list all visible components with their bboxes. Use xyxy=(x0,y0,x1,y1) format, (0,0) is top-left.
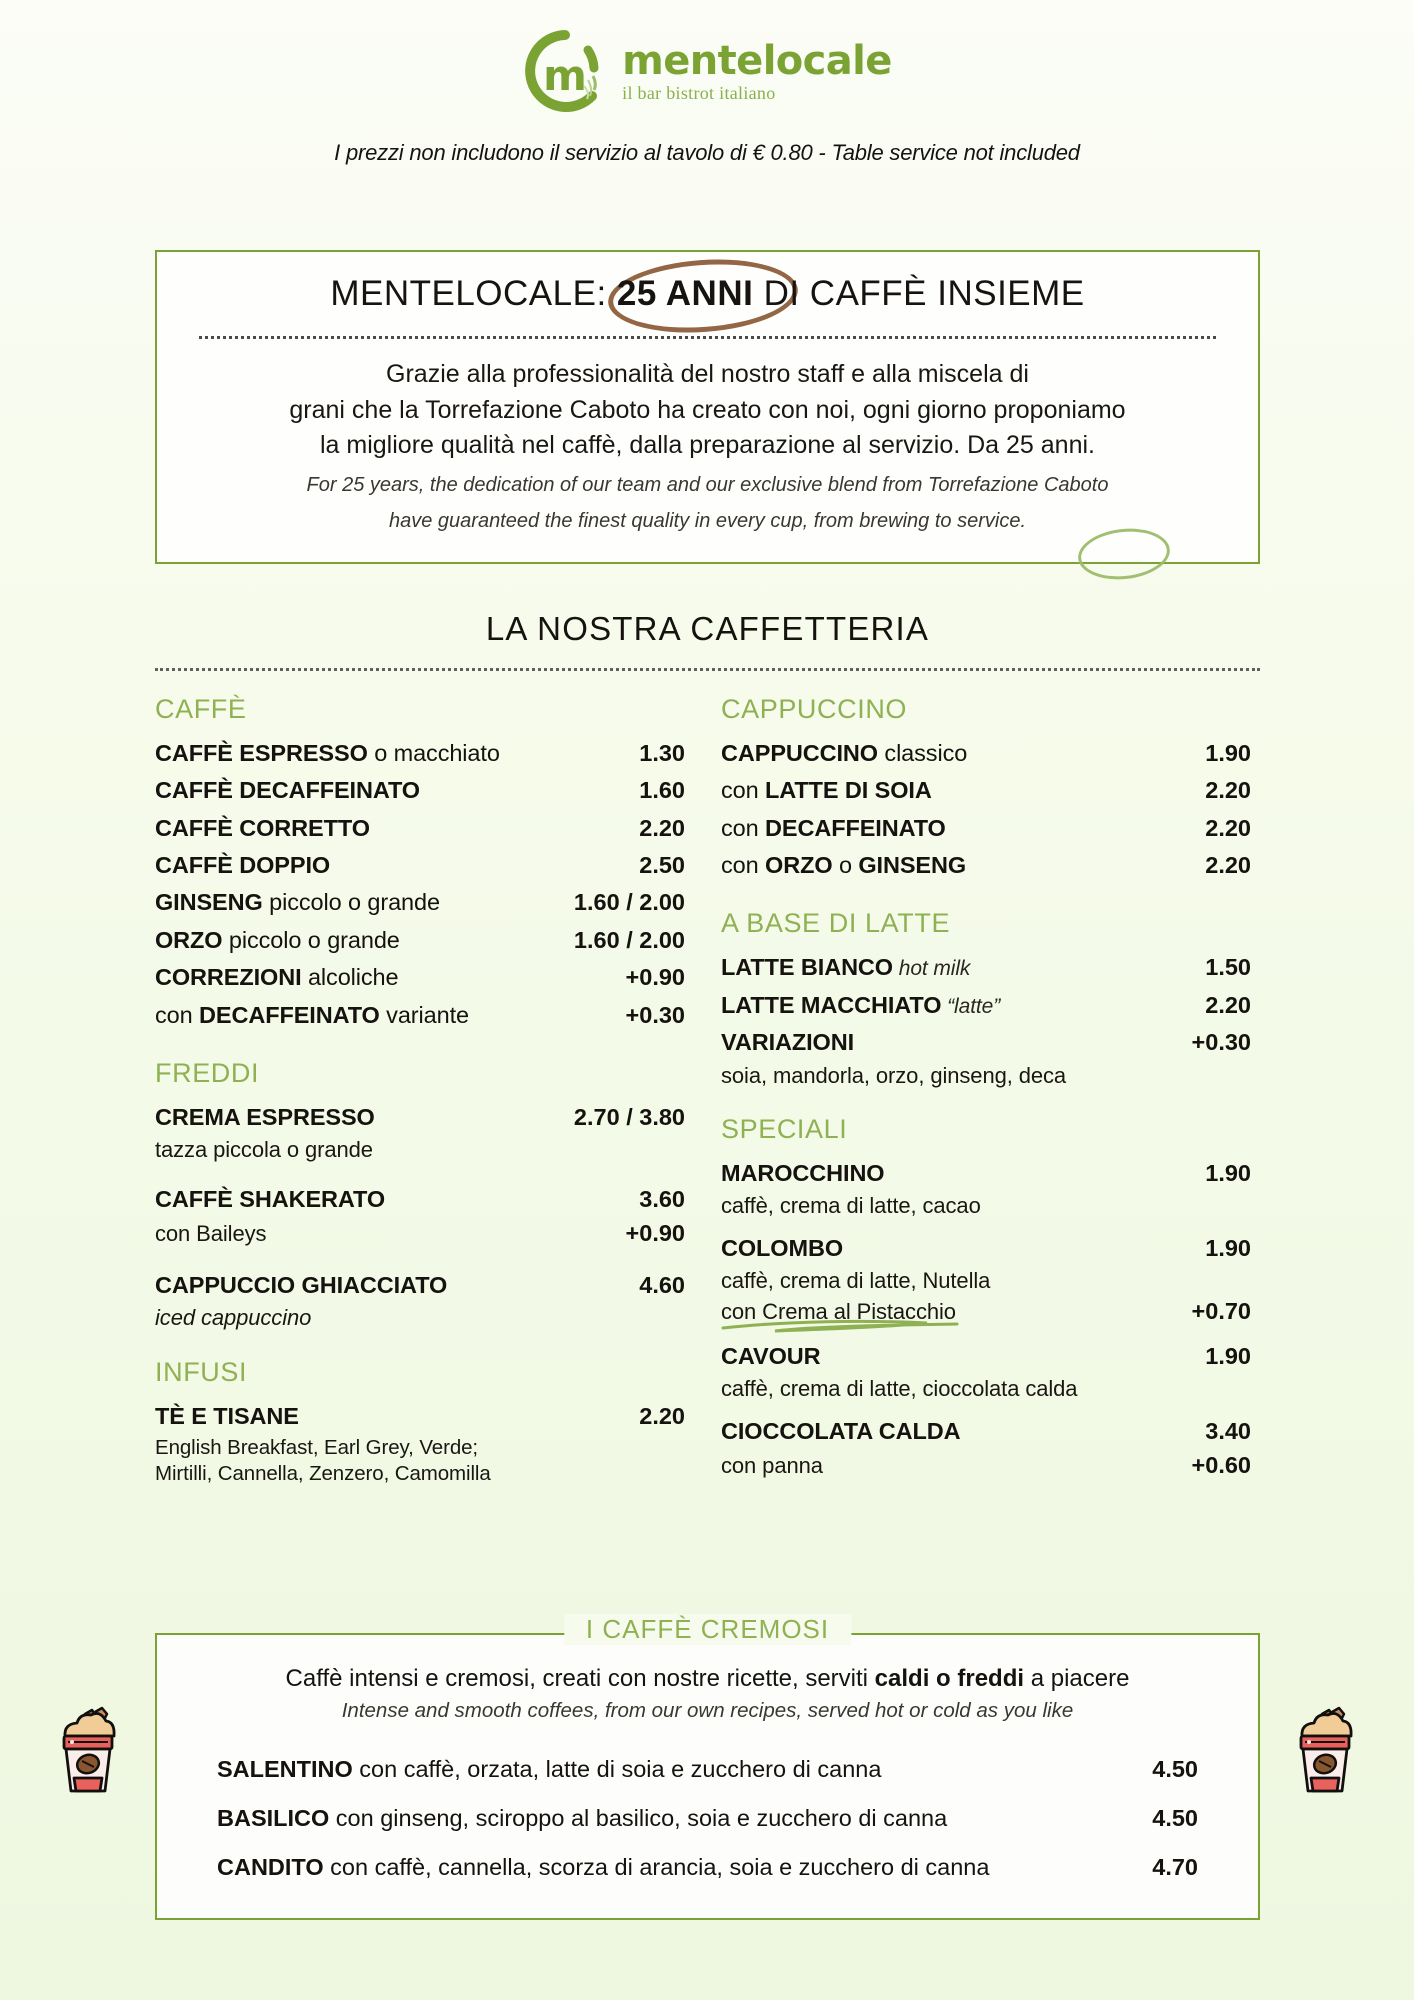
item-name: VARIAZIONI xyxy=(721,1029,855,1056)
item-name: CAFFÈ SHAKERATO xyxy=(155,1185,386,1212)
anniversary-title-highlight: 25 ANNI xyxy=(616,274,754,313)
item-name: CAFFÈ ESPRESSO xyxy=(155,740,368,766)
item-name: MAROCCHINO xyxy=(721,1160,885,1187)
item-description-addon: con Crema al Pistacchio xyxy=(721,1299,956,1325)
item-name: BASILICO xyxy=(217,1805,330,1831)
item-description: con caffè, orzata, latte di soia e zucchero di canna xyxy=(352,1756,882,1782)
item-name: COLOMBO xyxy=(721,1235,844,1262)
caffetteria-heading-wrap xyxy=(155,610,1260,648)
item-name: CAPPUCCIO GHIACCIATO xyxy=(155,1271,448,1298)
menu-item-cioccolata-calda xyxy=(721,1413,1251,1450)
item-price: 2.20 xyxy=(1205,991,1251,1018)
item-name: DECAFFEINATO xyxy=(199,1001,380,1028)
item-price: 3.60 xyxy=(639,1185,685,1212)
item-name: SALENTINO xyxy=(217,1756,353,1782)
item-description: caffè, crema di latte, Nutella xyxy=(721,1268,991,1294)
left-column xyxy=(155,694,685,1487)
item-qualifier: alcoliche xyxy=(301,964,399,991)
item-qualifier: piccolo o grande xyxy=(262,889,440,916)
item-name: CANDITO xyxy=(217,1854,324,1880)
anniversary-title-pre: MENTELOCALE: xyxy=(330,274,617,313)
menu-item-cappuccino-decaffeinato xyxy=(721,810,1251,847)
brand-wordmark xyxy=(622,37,892,103)
brand-logo xyxy=(0,28,1414,114)
item-price: 2.50 xyxy=(639,852,685,879)
item-translation: “latte” xyxy=(941,994,1001,1018)
item-name: ORZO xyxy=(155,926,223,953)
menu-item-correzioni xyxy=(155,959,685,996)
menu-item-caffe-shakerato xyxy=(155,1181,685,1218)
item-name: CAFFÈ DECAFFEINATO xyxy=(155,777,420,804)
item-prefix: con xyxy=(721,777,766,804)
item-description: caffè, crema di latte, cacao xyxy=(721,1193,981,1219)
item-description-english: iced cappuccino xyxy=(155,1305,312,1331)
item-price: 2.20 xyxy=(639,814,685,841)
menu-item-caffe-espresso xyxy=(155,735,685,772)
category-cappuccino: CAPPUCCINO xyxy=(721,694,908,724)
svg-text:m: m xyxy=(543,51,588,100)
item-qualifier: variante xyxy=(379,1001,469,1028)
category-caffe: CAFFÈ xyxy=(155,694,247,724)
category-freddi: FREDDI xyxy=(155,1057,260,1088)
menu-item-caffe-doppio xyxy=(155,847,685,884)
menu-item-candito xyxy=(217,1843,1198,1892)
menu-item-basilico xyxy=(217,1794,1198,1843)
item-description-line-1: English Breakfast, Earl Grey, Verde; xyxy=(155,1436,479,1460)
item-price: 1.60 xyxy=(639,777,685,804)
item-description: con caffè, cannella, scorza di arancia, soia e zucchero di canna xyxy=(323,1854,990,1880)
item-prefix: con xyxy=(155,1001,200,1028)
cremosi-lead-pre: Caffè intensi e cremosi, creati con nostre ricette, serviti xyxy=(285,1665,875,1692)
item-price-supplement: +0.60 xyxy=(1191,1451,1251,1478)
menu-item-salentino xyxy=(217,1745,1198,1794)
item-price: 1.90 xyxy=(1205,1160,1251,1187)
cremosi-panel xyxy=(155,1614,1260,1920)
menu-item-cappuccino-orzo-ginseng xyxy=(721,847,1251,884)
item-price: 2.70 / 3.80 xyxy=(573,1103,685,1130)
menu-columns xyxy=(155,694,1260,1487)
item-price-supplement: +0.70 xyxy=(1191,1298,1251,1325)
item-price: 1.60 / 2.00 xyxy=(573,926,685,953)
item-description: caffè, crema di latte, cioccolata calda xyxy=(721,1375,1078,1401)
mentelocale-circle-m-icon xyxy=(522,28,608,114)
item-price: 1.30 xyxy=(639,740,685,766)
item-description: con panna xyxy=(721,1452,823,1478)
anniversary-paragraph-line-2: grani che la Torrefazione Caboto ha creato con noi, ogni giorno proponiamo xyxy=(289,395,1126,424)
menu-item-latte-macchiato xyxy=(721,987,1251,1024)
item-price: 1.90 xyxy=(1205,1342,1251,1369)
anniversary-english-line-2: have guaranteed the finest quality in every cup, from brewing to service. xyxy=(388,509,1026,532)
item-name: GINSENG xyxy=(155,889,263,916)
item-description: tazza piccola o grande xyxy=(155,1137,373,1163)
item-price: 4.50 xyxy=(1152,1756,1198,1782)
brand-name: mentelocale xyxy=(622,37,892,84)
menu-item-cappuccino-soia xyxy=(721,772,1251,809)
iced-coffee-cup-icon-left xyxy=(55,1700,121,1800)
item-translation: hot milk xyxy=(893,957,971,981)
cremosi-label: I CAFFÈ CREMOSI xyxy=(564,1614,851,1645)
item-price: 2.20 xyxy=(639,1402,685,1429)
cremosi-lead-post: a piacere xyxy=(1024,1665,1130,1692)
item-description: con Baileys xyxy=(155,1221,267,1247)
item-name: TÈ E TISANE xyxy=(155,1402,299,1429)
item-price: 4.50 xyxy=(1152,1805,1198,1831)
item-description: soia, mandorla, orzo, ginseng, deca xyxy=(721,1062,1067,1088)
anniversary-paragraph-line-1: Grazie alla professionalità del nostro staff e alla miscela di xyxy=(386,360,1029,388)
item-price-supplement: +0.90 xyxy=(625,1220,685,1247)
menu-item-te-e-tisane xyxy=(155,1398,685,1435)
service-charge-note: I prezzi non includono il servizio al tavolo di € 0.80 - Table service not included xyxy=(334,140,1080,165)
item-name: CREMA ESPRESSO xyxy=(155,1103,375,1130)
menu-item-caffe-decaffeinato xyxy=(155,772,685,809)
right-column xyxy=(721,694,1251,1487)
cremosi-lead xyxy=(191,1665,1224,1693)
item-prefix: con xyxy=(721,814,766,841)
menu-item-cioccolata-panna xyxy=(721,1450,1251,1483)
item-name-alt: GINSENG xyxy=(858,852,967,879)
item-name: LATTE BIANCO xyxy=(721,954,893,981)
item-price: 4.60 xyxy=(639,1271,685,1298)
item-prefix: con xyxy=(721,852,766,879)
item-price: +0.30 xyxy=(625,1001,685,1028)
caffetteria-heading: LA NOSTRA CAFFETTERIA xyxy=(485,610,930,647)
divider-dotted xyxy=(199,336,1216,339)
item-price: 2.20 xyxy=(1205,777,1251,804)
category-infusi: INFUSI xyxy=(155,1356,248,1387)
menu-item-cavour xyxy=(721,1338,1251,1375)
menu-item-cappuccino-classico xyxy=(721,735,1251,772)
item-price: +0.90 xyxy=(625,964,685,991)
anniversary-title xyxy=(187,274,1228,314)
item-name: DECAFFEINATO xyxy=(765,814,946,841)
iced-coffee-cup-icon-right xyxy=(1292,1700,1358,1800)
menu-item-ginseng xyxy=(155,884,685,921)
item-description-line-2: Mirtilli, Cannella, Zenzero, Camomilla xyxy=(155,1461,491,1485)
menu-item-latte-bianco xyxy=(721,949,1251,986)
item-price: 2.20 xyxy=(1205,814,1251,841)
cremosi-lead-bold: caldi o freddi xyxy=(874,1665,1025,1692)
item-separator: o xyxy=(832,852,859,879)
anniversary-panel xyxy=(155,250,1260,564)
category-speciali: SPECIALI xyxy=(721,1114,848,1145)
item-price: 3.40 xyxy=(1205,1417,1251,1444)
item-price: 1.90 xyxy=(1205,740,1251,766)
category-a-base-di-latte: A BASE DI LATTE xyxy=(721,908,951,939)
item-qualifier: o macchiato xyxy=(367,740,500,766)
anniversary-paragraph-line-3: la migliore qualità nel caffè, dalla preparazione al servizio. Da 25 anni. xyxy=(320,431,1095,459)
anniversary-title-post: DI CAFFÈ INSIEME xyxy=(753,274,1085,313)
item-qualifier: piccolo o grande xyxy=(222,926,400,953)
item-name: ORZO xyxy=(765,852,833,879)
item-name: LATTE DI SOIA xyxy=(765,777,932,804)
item-price: 1.60 / 2.00 xyxy=(573,889,685,916)
menu-item-crema-espresso xyxy=(155,1099,685,1136)
menu-item-caffe-corretto xyxy=(155,810,685,847)
item-price: 2.20 xyxy=(1205,852,1251,879)
item-name: CIOCCOLATA CALDA xyxy=(721,1417,961,1444)
item-qualifier: classico xyxy=(877,740,968,766)
item-price: +0.30 xyxy=(1191,1029,1251,1056)
item-name: LATTE MACCHIATO xyxy=(721,991,942,1018)
item-name: CORREZIONI xyxy=(155,964,302,991)
item-name: CAFFÈ DOPPIO xyxy=(155,852,331,879)
item-price: 1.90 xyxy=(1205,1235,1251,1262)
menu-item-orzo xyxy=(155,922,685,959)
menu-header xyxy=(0,0,1414,166)
menu-item-colombo xyxy=(721,1230,1251,1267)
item-name: CAVOUR xyxy=(721,1342,821,1369)
cremosi-english: Intense and smooth coffees, from our own recipes, served hot or cold as you like xyxy=(341,1699,1074,1722)
item-name: CAPPUCCINO xyxy=(721,740,878,766)
item-price: 1.50 xyxy=(1205,954,1251,981)
menu-item-marocchino xyxy=(721,1155,1251,1192)
anniversary-english-line-1: For 25 years, the dedication of our team and our exclusive blend from Torrefazione Caboto xyxy=(306,473,1109,496)
menu-item-shakerato-baileys xyxy=(155,1218,685,1251)
caffetteria-divider xyxy=(155,668,1260,671)
item-description: con ginseng, sciroppo al basilico, soia e zucchero di canna xyxy=(329,1805,948,1831)
item-price: 4.70 xyxy=(1152,1854,1198,1880)
menu-item-variazioni xyxy=(721,1024,1251,1061)
brand-tagline: il bar bistrot italiano xyxy=(622,82,776,103)
menu-item-cappuccio-ghiacciato xyxy=(155,1267,685,1304)
menu-item-con-decaffeinato xyxy=(155,997,685,1034)
cremosi-list xyxy=(191,1745,1224,1892)
item-name: CAFFÈ CORRETTO xyxy=(155,814,370,841)
